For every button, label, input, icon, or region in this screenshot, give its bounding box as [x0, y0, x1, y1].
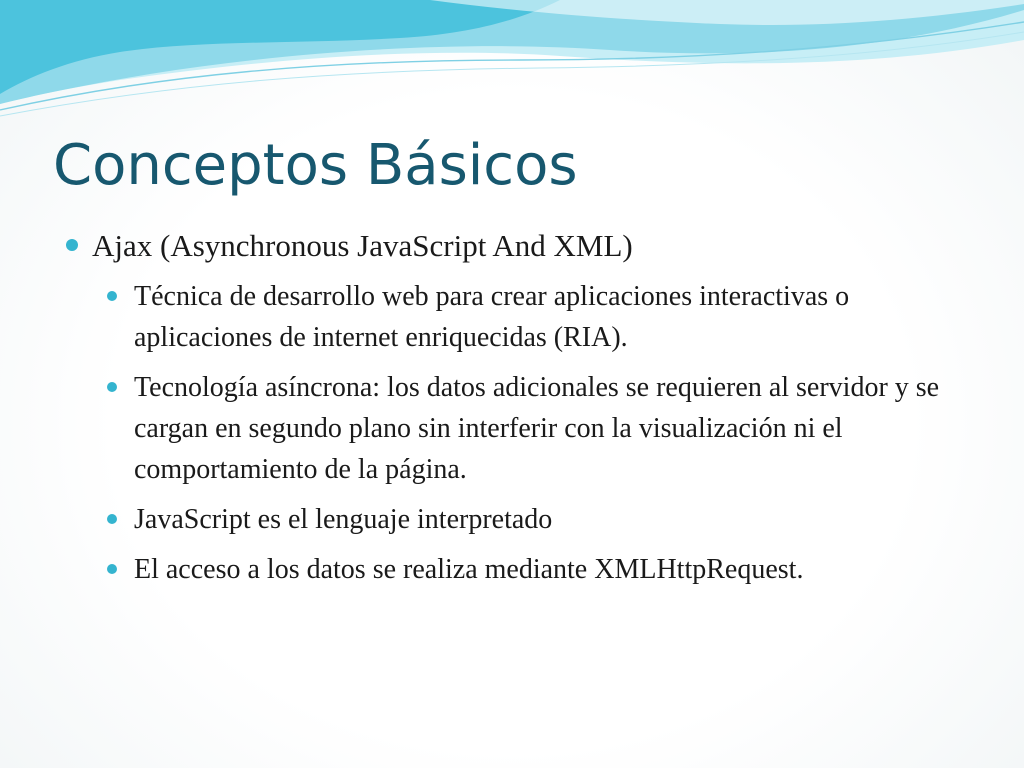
sub-bullet-item	[134, 549, 964, 590]
bullet-list	[66, 226, 966, 599]
bullet-dot-icon	[107, 514, 117, 524]
sub-bullet-item	[134, 276, 964, 358]
sub-bullet-text: El acceso a los datos se realiza mediante XMLHttpRequest.	[134, 554, 804, 585]
bullet-dot-icon	[107, 291, 117, 301]
sub-bullet-text: Técnica de desarrollo web para crear aplicaciones interactivas o aplicaciones de internet enriquecidas (RIA).	[134, 281, 850, 353]
header-wave-decoration	[0, 0, 1024, 120]
bullet-dot-icon	[107, 564, 117, 574]
sub-bullet-text: JavaScript es el lenguaje interpretado	[134, 504, 553, 535]
slide-title: Conceptos Básicos	[53, 133, 578, 198]
bullet-dot-icon	[107, 382, 117, 392]
bullet-text: Ajax (Asynchronous JavaScript And XML)	[92, 228, 633, 263]
bullet-item-ajax	[66, 226, 966, 266]
sub-bullet-text: Tecnología asíncrona: los datos adicionales se requieren al servidor y se cargan en segundo plano sin interferir con la visualización ni el comportamiento de la página.	[134, 372, 940, 485]
sub-bullet-item	[134, 499, 964, 540]
bullet-dot-icon	[66, 239, 78, 251]
sub-bullet-item	[134, 367, 964, 490]
